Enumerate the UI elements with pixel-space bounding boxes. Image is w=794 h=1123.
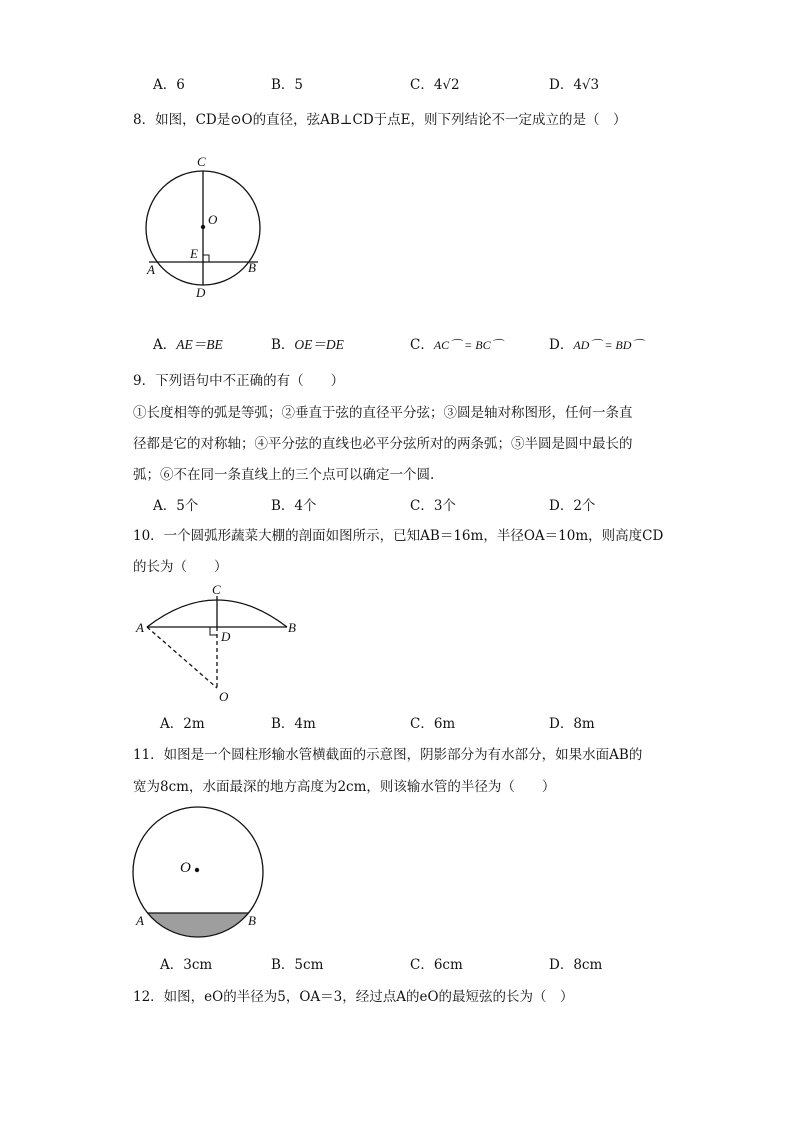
- q10-option-c: C．6m: [410, 716, 456, 732]
- q10-label-b: B: [288, 620, 296, 635]
- q9-line-3: 弧；⑥不在同一条直线上的三个点可以确定一个圆.: [133, 467, 435, 483]
- q8-right-angle-mark: [203, 255, 209, 262]
- q9-option-a: A．5个: [153, 498, 199, 514]
- q11-line-2: 宽为8cm，水面最深的地方高度为2cm，则该输水管的半径为（ ）: [133, 779, 556, 795]
- q8-option-b: B．OE＝DE: [271, 337, 344, 353]
- q10-option-d: D．8m: [549, 716, 595, 732]
- q10-arc-figure: [130, 580, 310, 710]
- q9-option-b: B．4个: [271, 498, 317, 514]
- q11-option-d: D．8cm: [549, 957, 603, 973]
- q9-line-2: 径都是它的对称轴；④平分弦的直线也必平分弦所对的两条弧；⑤半圆是圆中最长的: [133, 436, 633, 452]
- q10-label-c: C: [212, 582, 221, 597]
- q7-option-d: D．4√3: [549, 77, 600, 93]
- q10-right-angle-mark: [210, 627, 217, 635]
- q8-label-o: O: [208, 212, 218, 227]
- q11-label-b: B: [248, 913, 256, 928]
- q8-option-a: A．AE＝BE: [153, 337, 223, 353]
- q7-option-b: B．5: [271, 77, 304, 93]
- q10-option-b: B．4m: [271, 716, 316, 732]
- q11-center-point: [195, 868, 199, 872]
- q10-option-a: A．2m: [160, 716, 205, 732]
- q8-option-c: C．AC⌒ = BC⌒: [410, 337, 503, 353]
- q10-label-d: D: [221, 629, 231, 644]
- q9-line-1: ①长度相等的弧是等弧；②垂直于弦的直径平分弦；③圆是轴对称图形，任何一条直: [133, 405, 633, 421]
- q8-label-b: B: [248, 260, 256, 275]
- q7-option-a: A．6: [153, 77, 185, 93]
- q9-option-c: C．3个: [410, 498, 456, 514]
- q11-label-a: A: [136, 913, 144, 928]
- q10-line-2: 的长为（ ）: [133, 559, 228, 575]
- q9-stem: 9．下列语句中不正确的有（ ）: [133, 373, 345, 389]
- q10-line-1: 10．一个圆弧形蔬菜大棚的剖面如图所示，已知AB＝16m，半径OA＝10m，则高度CD: [133, 528, 664, 544]
- q10-dashed-ao: [147, 627, 217, 688]
- q11-label-o: O: [180, 860, 191, 876]
- q8-label-a: A: [147, 262, 155, 277]
- q11-line-1: 11．如图是一个圆柱形输水管横截面的示意图，阴影部分为有水部分，如果水面AB的: [133, 747, 643, 763]
- q11-pipe-figure: [125, 800, 275, 950]
- q9-option-d: D．2个: [549, 498, 596, 514]
- q11-water-region: [148, 913, 249, 937]
- q8-stem: 8．如图，CD是⊙O的直径，弦AB⊥CD于点E，则下列结论不一定成立的是（ ）: [133, 112, 627, 128]
- q8-center-point: [201, 225, 205, 229]
- q7-option-c: C．4√2: [410, 77, 460, 93]
- q11-option-b: B．5cm: [271, 957, 324, 973]
- q12-stem: 12．如图，eO的半径为5，OA＝3，经过点A的eO的最短弦的长为（ ）: [133, 989, 574, 1005]
- q10-label-a: A: [136, 620, 144, 635]
- q11-option-c: C．6cm: [410, 957, 463, 973]
- q8-label-c: C: [197, 154, 206, 169]
- q8-circle-figure: [130, 150, 280, 300]
- q8-option-d: D．AD⌒ = BD⌒: [549, 337, 644, 353]
- q10-label-o: O: [219, 689, 229, 704]
- q11-option-a: A．3cm: [160, 957, 213, 973]
- q8-label-d: D: [196, 285, 206, 300]
- q8-label-e: E: [190, 246, 198, 261]
